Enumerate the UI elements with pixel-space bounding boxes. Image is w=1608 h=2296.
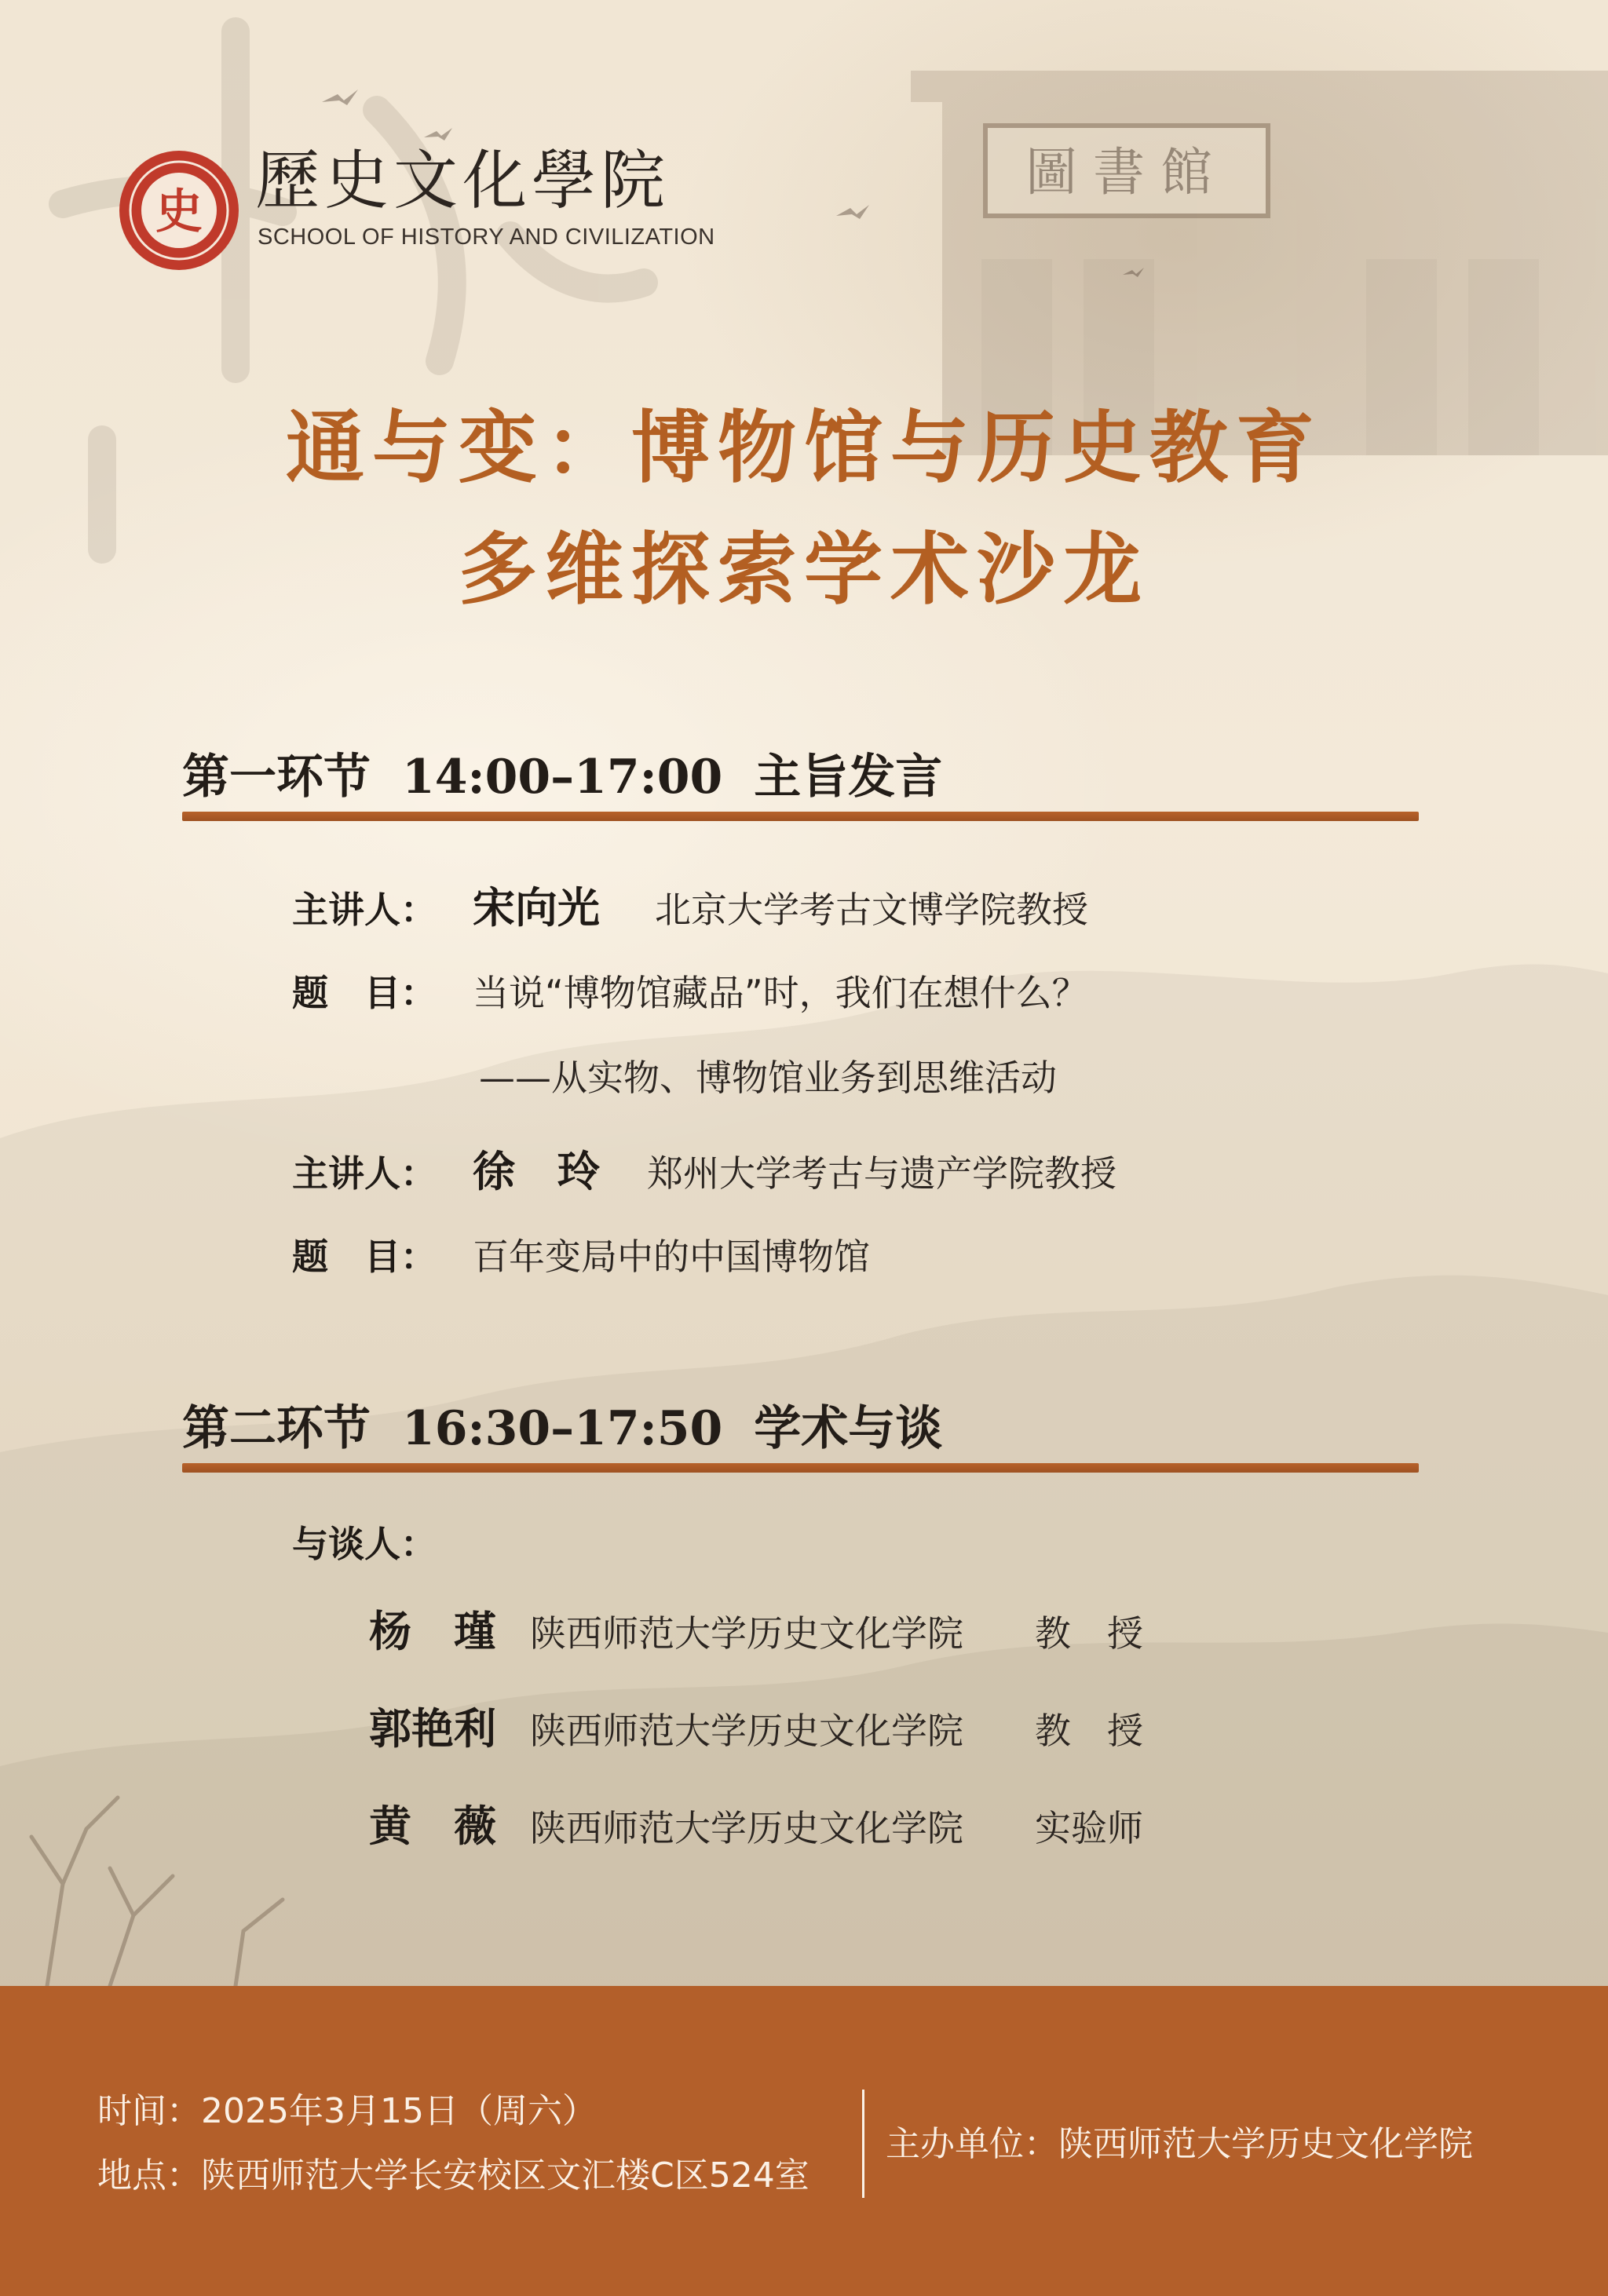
session2-header (182, 1401, 974, 1456)
speaker-row (292, 1147, 1116, 1196)
speaker-name: 宋向光 (473, 883, 600, 933)
panelist-name: 郭艳利 (369, 1704, 496, 1754)
school-name-cn: 歷史文化學院 (255, 144, 671, 218)
talk-title-row (292, 1236, 870, 1278)
session1-header (182, 750, 974, 805)
footer-divider (862, 2090, 864, 2198)
session2-name: 第二环节 (182, 1401, 371, 1456)
panelist-role: 教 授 (1035, 1710, 1143, 1752)
session1-time: 14:00–17:00 (402, 750, 723, 805)
sub-title: 多维探索学术沙龙 (459, 523, 1149, 615)
title-label: 题 目： (292, 1236, 437, 1278)
session2-topic: 学术与谈 (754, 1401, 943, 1456)
speaker-label: 主讲人： (292, 889, 437, 931)
talk-title: 当说“博物馆藏品”时，我们在想什么？ (473, 972, 1088, 1014)
session2-rule (182, 1463, 1419, 1473)
session1-name: 第一环节 (182, 750, 371, 805)
svg-text:圖書館: 圖書館 (1025, 142, 1228, 203)
title-label: 题 目： (292, 972, 437, 1014)
speaker-affiliation: 北京大学考古文博学院教授 (655, 889, 1088, 931)
panelist-affiliation: 陕西师范大学历史文化学院 (530, 1807, 963, 1849)
school-seal-icon (116, 148, 242, 273)
panelist-affiliation: 陕西师范大学历史文化学院 (530, 1710, 963, 1752)
seal-character: 史 (155, 184, 203, 239)
speaker-affiliation: 郑州大学考古与遗产学院教授 (647, 1152, 1116, 1195)
talk-title: 百年变局中的中国博物馆 (473, 1236, 870, 1278)
panelist-name: 黄 薇 (369, 1801, 496, 1851)
library-plaque-label (985, 126, 1268, 216)
speaker-label: 主讲人： (292, 1152, 437, 1195)
session2-time: 16:30–17:50 (402, 1401, 723, 1456)
panelist-affiliation: 陕西师范大学历史文化学院 (530, 1612, 963, 1655)
speaker-row (292, 883, 1088, 933)
event-organizer: 主办单位：陕西师范大学历史文化学院 (886, 2124, 1473, 2164)
main-title: 通与变：博物馆与历史教育 (286, 401, 1322, 494)
session1-topic: 主旨发言 (754, 750, 943, 805)
panelist-role: 教 授 (1035, 1612, 1143, 1655)
panel-label: 与谈人： (292, 1523, 437, 1565)
panelist-name: 杨 瑾 (369, 1607, 496, 1656)
event-place: 地点：陕西师范大学长安校区文汇楼C区524室 (97, 2155, 809, 2196)
panelist-role: 实验师 (1035, 1807, 1143, 1849)
talk-subtitle: ——从实物、博物馆业务到思维活动 (479, 1057, 1057, 1099)
session1-rule (182, 812, 1419, 821)
talk-title-row (292, 972, 1088, 1014)
speaker-name: 徐 玲 (473, 1147, 600, 1196)
school-name-en: SCHOOL OF HISTORY AND CIVILIZATION (258, 224, 715, 250)
event-time: 时间：2025年3月15日（周六） (97, 2091, 597, 2131)
